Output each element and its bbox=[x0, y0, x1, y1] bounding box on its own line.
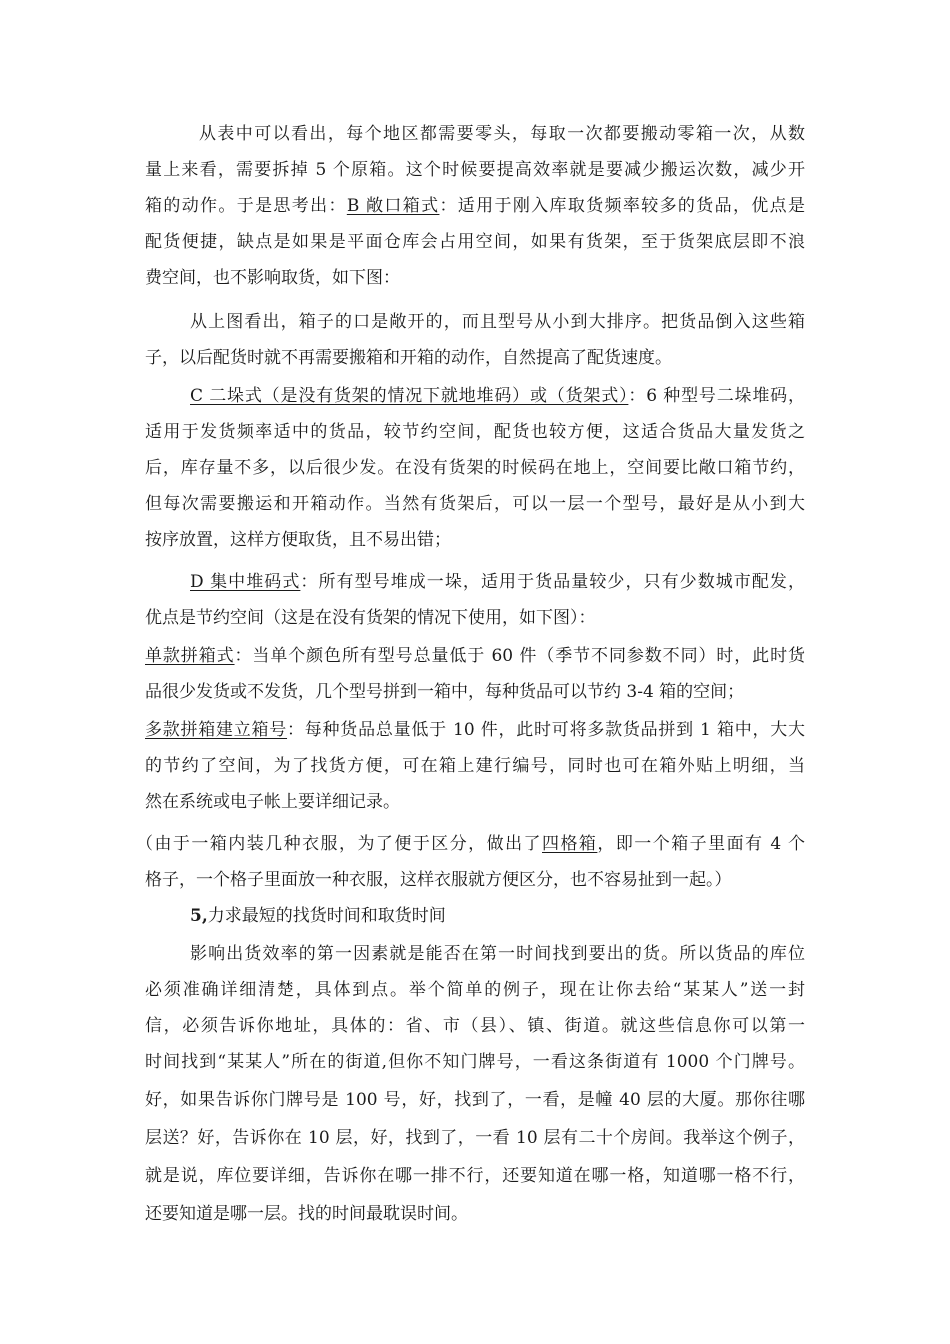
text-line: 从上图看出，箱子的口是敞开的，而且型号从小到大排序。把货品倒入这些箱 bbox=[190, 312, 805, 332]
text-run: ：每种货品总量低于 10 件，此时可将多款货品拼到 1 箱中，大大 bbox=[287, 720, 805, 740]
term-d-central-stack: D 集中堆码式 bbox=[190, 572, 301, 592]
text-line: 配货便捷，缺点是如果是平面仓库会占用空间，如果有货架，至于货架底层即不浪 bbox=[145, 232, 805, 252]
text-line: 层送？好，告诉你在 10 层，好，找到了，一看 10 层有二十个房间。我举这个例子， bbox=[145, 1128, 805, 1148]
text-line: 就是说，库位要详细，告诉你在哪一排不行，还要知道在哪一格，知道哪一格不行， bbox=[145, 1166, 805, 1186]
text-run: （由于一箱内装几种衣服，为了便于区分，做出了 bbox=[136, 834, 543, 854]
text-line: 的节约了空间，为了找货方便，可在箱上建行编号，同时也可在箱外贴上明细，当 bbox=[145, 756, 805, 776]
text-line: 品很少发货或不发货，几个型号拼到一箱中，每种货品可以节约 3-4 箱的空间； bbox=[145, 682, 745, 702]
text-run: ，即一个箱子里面有 4 个 bbox=[597, 834, 805, 854]
text-run: ：6 种型号二垛堆码， bbox=[628, 386, 805, 406]
text-line: 必须准确详细清楚，具体到点。举个简单的例子，现在让你去给“某某人”送一封 bbox=[145, 980, 805, 1000]
text-line: 量上来看，需要拆掉 5 个原箱。这个时候要提高效率就是要减少搬运次数，减少开 bbox=[145, 160, 805, 180]
section-heading bbox=[190, 898, 805, 934]
term-b-open-box: B 敞口箱式 bbox=[346, 196, 440, 216]
text-line: 时间找到“某某人”所在的街道,但你不知门牌号，一看这条街道有 1000 个门牌号。 bbox=[145, 1052, 805, 1072]
text-line: 然在系统或电子帐上要详细记录。 bbox=[145, 792, 400, 812]
text-line: 但每次需要搬运和开箱动作。当然有货架后，可以一层一个型号，最好是从小到大 bbox=[145, 494, 805, 514]
term-single-style-mix: 单款拼箱式 bbox=[145, 646, 235, 666]
term-multi-style-box-number: 多款拼箱建立箱号 bbox=[145, 720, 288, 740]
text-line bbox=[145, 188, 805, 224]
text-line: 后，库存量不多，以后很少发。在没有货架的时候码在地上，空间要比敞口箱节约， bbox=[145, 458, 805, 478]
text-line bbox=[145, 712, 805, 748]
term-c-two-stack: C 二垛式（是没有货架的情况下就地堆码）或（货架式） bbox=[190, 386, 629, 406]
text-line: 格子，一个格子里面放一种衣服，这样衣服就方便区分，也不容易扯到一起。） bbox=[145, 870, 732, 890]
text-line: 优点是节约空间（这是在没有货架的情况下使用，如下图）： bbox=[145, 608, 596, 628]
text-line bbox=[136, 826, 805, 862]
text-run: 箱的动作。于是思考出： bbox=[145, 196, 347, 216]
text-run: ：当单个颜色所有型号总量低于 60 件（季节不同参数不同）时，此时货 bbox=[234, 646, 805, 666]
text-line: 好，如果告诉你门牌号是 100 号，好，找到了，一看，是幢 40 层的大厦。那你往哪 bbox=[145, 1090, 805, 1110]
text-line: 还要知道是哪一层。找的时间最耽误时间。 bbox=[145, 1204, 468, 1224]
heading-number: 5, bbox=[190, 906, 208, 926]
heading-text: 力求最短的找货时间和取货时间 bbox=[207, 906, 446, 926]
text-line: 适用于发货频率适中的货品，较节约空间，配货也较方便，这适合货品大量发货之 bbox=[145, 422, 805, 442]
text-line bbox=[190, 564, 805, 600]
text-line: 影响出货效率的第一因素就是能否在第一时间找到要出的货。所以货品的库位 bbox=[190, 944, 805, 964]
text-run: ：适用于刚入库取货频率较多的货品，优点是 bbox=[439, 196, 805, 216]
text-run: ：所有型号堆成一垛，适用于货品量较少，只有少数城市配发， bbox=[300, 572, 805, 592]
text-line: 信，必须告诉你地址，具体的：省、市（县）、镇、街道。就这些信息你可以第一 bbox=[145, 1016, 805, 1036]
text-line: 按序放置，这样方便取货，且不易出错； bbox=[145, 530, 451, 550]
term-four-grid-box: 四格箱 bbox=[542, 834, 598, 854]
text-line bbox=[190, 378, 805, 414]
text-line: 费空间，也不影响取货，如下图： bbox=[145, 268, 400, 288]
text-line: 子，以后配货时就不再需要搬箱和开箱的动作，自然提高了配货速度。 bbox=[145, 348, 672, 368]
text-line bbox=[145, 638, 805, 674]
text-line: 从表中可以看出，每个地区都需要零头，每取一次都要搬动零箱一次，从数 bbox=[199, 124, 805, 144]
